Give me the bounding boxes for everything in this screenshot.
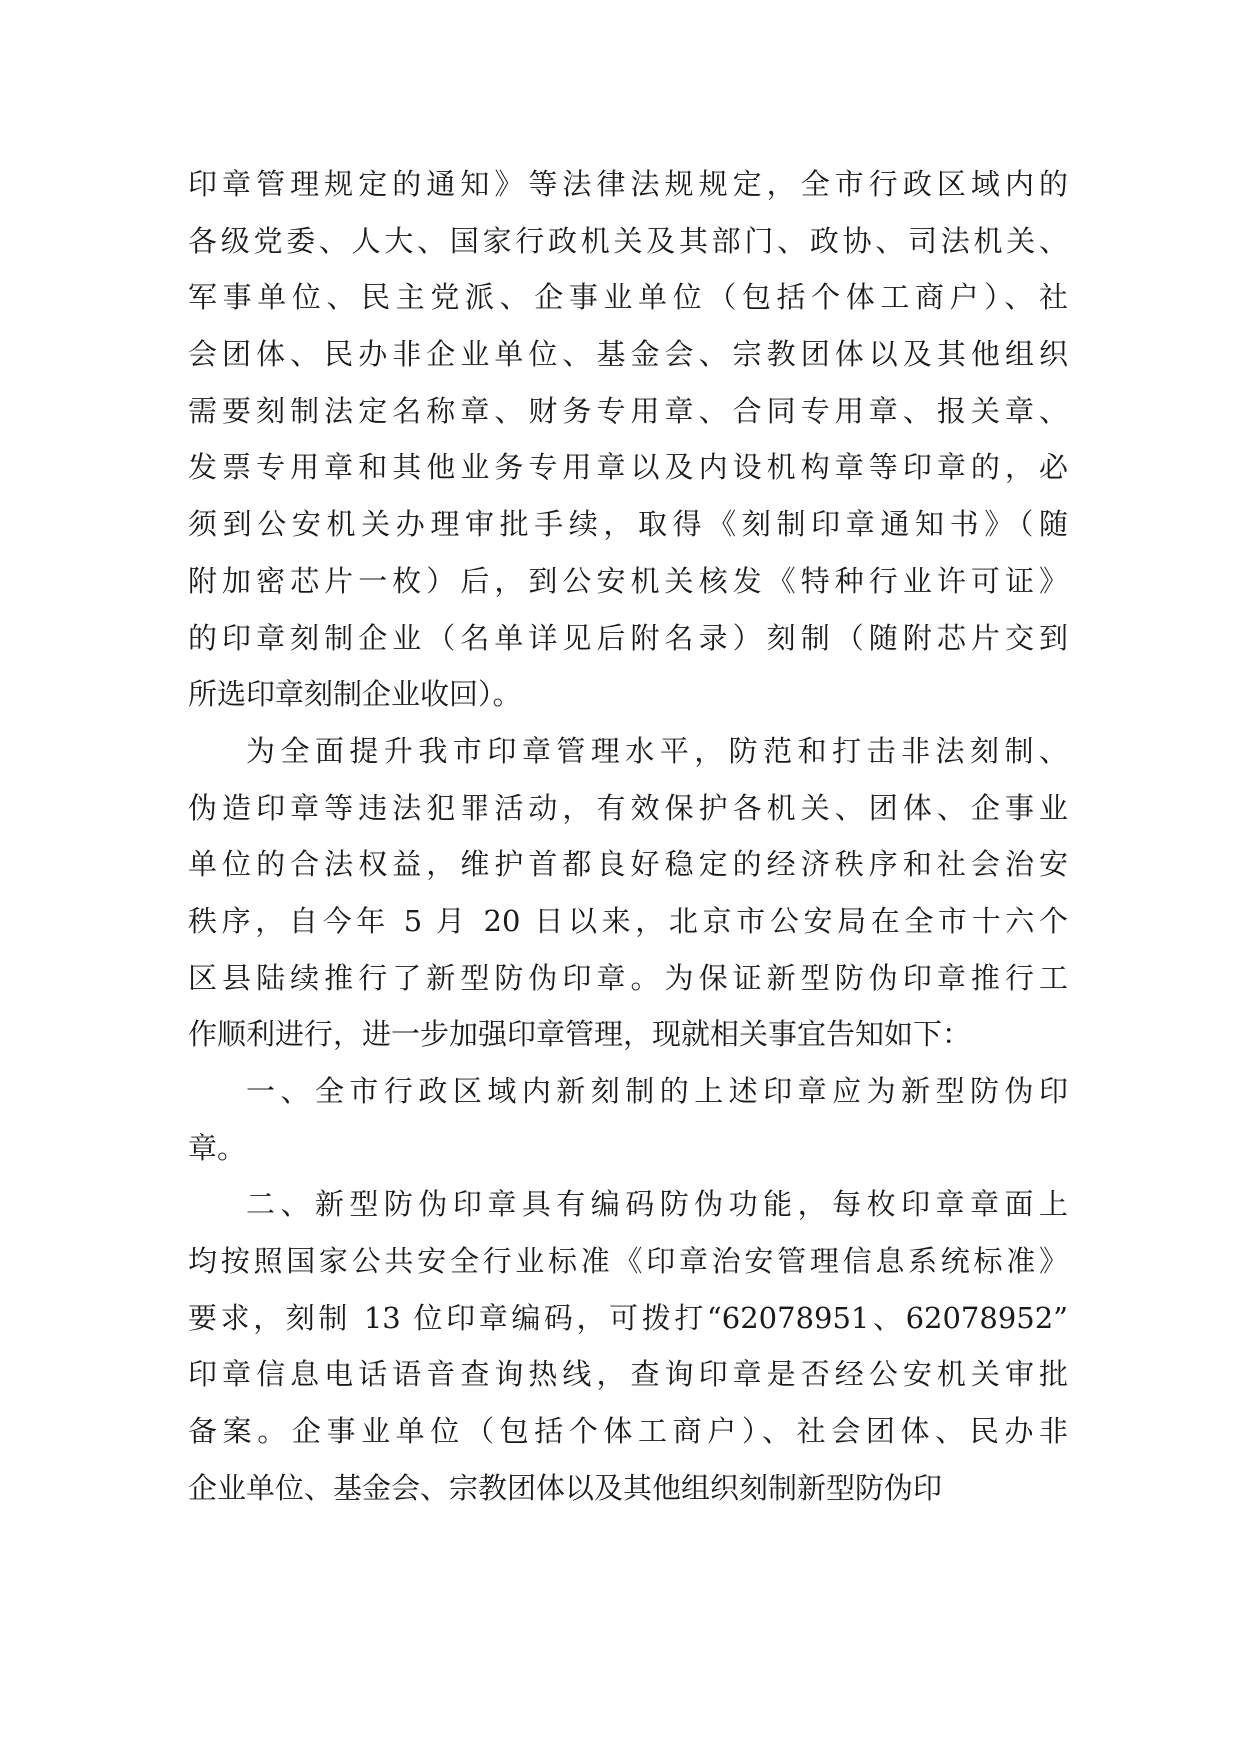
paragraph: [188, 156, 1068, 723]
text-line: 单位的合法权益，维护首都良好稳定的经济秩序和社会治安: [188, 847, 1068, 882]
text-line: 印章管理规定的通知》等法律法规规定，全市行政区域内的: [188, 167, 1068, 201]
text-line: 要求，刻制 13 位印章编码，可拨打“62078951、62078952”: [188, 1300, 1068, 1335]
text-line: 须到公安机关办理审批手续，取得《刻制印章通知书》（随: [188, 507, 1068, 542]
text-line: 章。: [188, 1130, 247, 1165]
text-line: 二、新型防伪印章具有编码防伪功能，每枚印章章面上: [246, 1187, 1068, 1222]
text-line: 需要刻制法定名称章、财务专用章、合同专用章、报关章、: [188, 393, 1068, 428]
text-line: 秩序，自今年 5 月 20 日以来，北京市公安局在全市十六个: [188, 903, 1068, 938]
text-line: 备案。企事业单位（包括个体工商户）、社会团体、民办非: [188, 1414, 1068, 1449]
text-line: 附加密芯片一枚）后，到公安机关核发《特种行业许可证》: [188, 563, 1068, 598]
text-line: 区县陆续推行了新型防伪印章。为保证新型防伪印章推行工: [188, 960, 1068, 995]
document-body: [188, 156, 1068, 1517]
text-line: 均按照国家公共安全行业标准《印章治安管理信息系统标准》: [188, 1244, 1068, 1279]
paragraph: [188, 1063, 1068, 1176]
paragraph: [188, 1176, 1068, 1516]
text-line: 一、全市行政区域内新刻制的上述印章应为新型防伪印: [246, 1074, 1068, 1108]
text-line: 所选印章刻制企业收回）。: [188, 677, 522, 712]
text-line: 的印章刻制企业（名单详见后附名录）刻制（随附芯片交到: [188, 620, 1068, 655]
text-line: 军事单位、民主党派、企事业单位（包括个体工商户）、社: [188, 280, 1068, 315]
text-line: 企业单位、基金会、宗教团体以及其他组织刻制新型防伪印: [188, 1470, 943, 1505]
text-line: 作顺利进行，进一步加强印章管理，现就相关事宜告知如下：: [188, 1017, 972, 1052]
text-line: 会团体、民办非企业单位、基金会、宗教团体以及其他组织: [188, 337, 1068, 372]
text-line: 发票专用章和其他业务专用章以及内设机构章等印章的，必: [188, 450, 1068, 485]
text-line: 印章信息电话语音查询热线，查询印章是否经公安机关审批: [188, 1357, 1068, 1392]
text-line: 伪造印章等违法犯罪活动，有效保护各机关、团体、企事业: [188, 790, 1068, 825]
paragraph: [188, 723, 1068, 1063]
text-line: 各级党委、人大、国家行政机关及其部门、政协、司法机关、: [188, 223, 1068, 258]
text-line: 为全面提升我市印章管理水平，防范和打击非法刻制、: [246, 733, 1068, 768]
